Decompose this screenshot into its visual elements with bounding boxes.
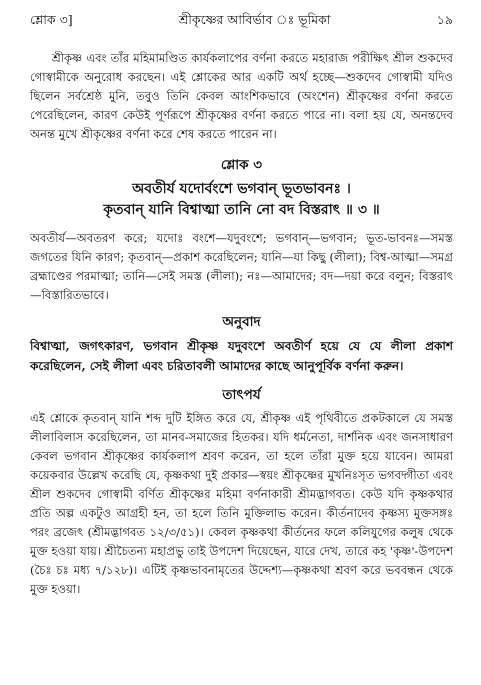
translation-paragraph: বিশ্বাত্মা, জগৎকারণ, ভগবান শ্রীকৃষ্ণ যদুবংশে অবতীর্ণ হয়ে যে যে লীলা প্রকাশ করেছিলেন, সেই লীলা এবং চরিতাবলী আমাদের কাছে আনুপূর্বিক বর্ণনা করুন। bbox=[30, 339, 453, 373]
header-chapter-title: শ্রীকৃষ্ণের আবির্ভাব ঃ ভূমিকা bbox=[178, 12, 331, 27]
header-verse-ref: শ্লোক ৩] bbox=[30, 12, 73, 27]
synonyms-paragraph: অবতীর্য—অবতরণ করে; যদোঃ বংশে—যদুবংশে; ভগবান্—ভগবান; ভূত-ভাবনঃ—সমস্ত জগতের যিনি কারণ; কৃতবান্—প্রকাশ করেছিলেন; যানি—যা কিছু (লীলা); বিশ্ব-আত্মা—সমগ্র ব্রহ্মাণ্ডের পরমাত্মা; তানি—সেই সমস্ত (লীলা); নঃ—আমাদের; বদ—দয়া করে বলুন; বিস্তরাৎ—বিস্তারিতভাবে। bbox=[30, 231, 453, 302]
verse-block bbox=[30, 179, 453, 221]
verse-heading: শ্লোক ৩ bbox=[220, 157, 263, 173]
purport-paragraph: এই শ্লোকে কৃতবান্ যানি শব্দ দুটি ইঙ্গিত করে যে, শ্রীকৃষ্ণ এই পৃথিবীতে প্রকটকালে যে সমস্ত লীলাবিলাস করেছিলেন, তা মানব-সমাজের হিতকর। যদি ধর্মনেতা, দার্শনিক এবং জনসাধারণ কেবল ভগবান শ্রীকৃষ্ণের কার্যকলাপ শ্রবণ করেন, তা হলে তাঁরা মুক্ত হয়ে যাবেন। আমরা কয়েকবার উল্লেখ করেছি যে, কৃষ্ণকথা দুই প্রকার—স্বয়ং শ্রীকৃষ্ণের মুখনিঃসৃত ভগবদ্গীতা এবং শ্রীল শুকদেব গোস্বামী বর্ণিত শ্রীকৃষ্ণের মহিমা বর্ণনাকারী শ্রীমদ্ভাগবত। কেউ যদি কৃষ্ণকথার প্রতি অল্প একটুও আগ্রহী হন, তা হলে তিনি মুক্তিলাভ করেন। কীর্তনাদেব কৃষ্ণস্য মুক্তসঙ্গঃ পরং ব্রজেৎ (শ্রীমদ্ভাগবত ১২/৩/৫১)। কেবল কৃষ্ণকথা কীর্তনের ফলে কলিযুগের কলুষ থেকে মুক্ত হওয়া যায়। শ্রীচৈতন্য মহাপ্রভু তাই উপদেশ দিয়েছেন, যারে দেখ, তারে কহ 'কৃষ্ণ'-উপদেশ (চৈঃ চঃ মধ্য ৭/১২৮)। এটিই কৃষ্ণভাবনামৃতের উদ্দেশ্য—কৃষ্ণকথা শ্রবণ করে ভববন্ধন থেকে মুক্ত হওয়া। bbox=[30, 411, 453, 596]
purport-heading: তাৎপর্য bbox=[222, 387, 261, 403]
translation-heading: অনুবাদ bbox=[222, 314, 261, 330]
page-number: ১৯ bbox=[436, 12, 453, 27]
verse-line-2: কৃতবান্ যানি বিশ্বাত্মা তানি নো বদ বিস্তরাৎ ॥ ৩ ॥ bbox=[103, 202, 380, 218]
intro-paragraph: শ্রীকৃষ্ণ এবং তাঁর মহিমামণ্ডিত কার্যকলাপের বর্ণনা করতে মহারাজ পরীক্ষিৎ শ্রীল শুকদেব গোস্বামীকে অনুরোধ করছেন। এই শ্লোকের আর একটি অর্থ হচ্ছে—শুকদেব গোস্বামী যদিও ছিলেন সর্বশ্রেষ্ঠ মুনি, তবুও তিনি কেবল আংশিকভাবে (অংশেন) শ্রীকৃষ্ণের বর্ণনা করতে পেরেছিলেন, কারণ কেউই পূর্ণরূপে শ্রীকৃষ্ণের বর্ণনা করতে পারে না। বলা হয় যে, অনন্তদেব অনন্ত মুখে শ্রীকৃষ্ণের বর্ণনা করে শেষ করতে পারেন না। bbox=[30, 51, 453, 141]
verse-line-1: অবতীর্য যদোর্বংশে ভগবান্ ভূতভাবনঃ । bbox=[132, 181, 351, 197]
running-header bbox=[30, 0, 453, 32]
